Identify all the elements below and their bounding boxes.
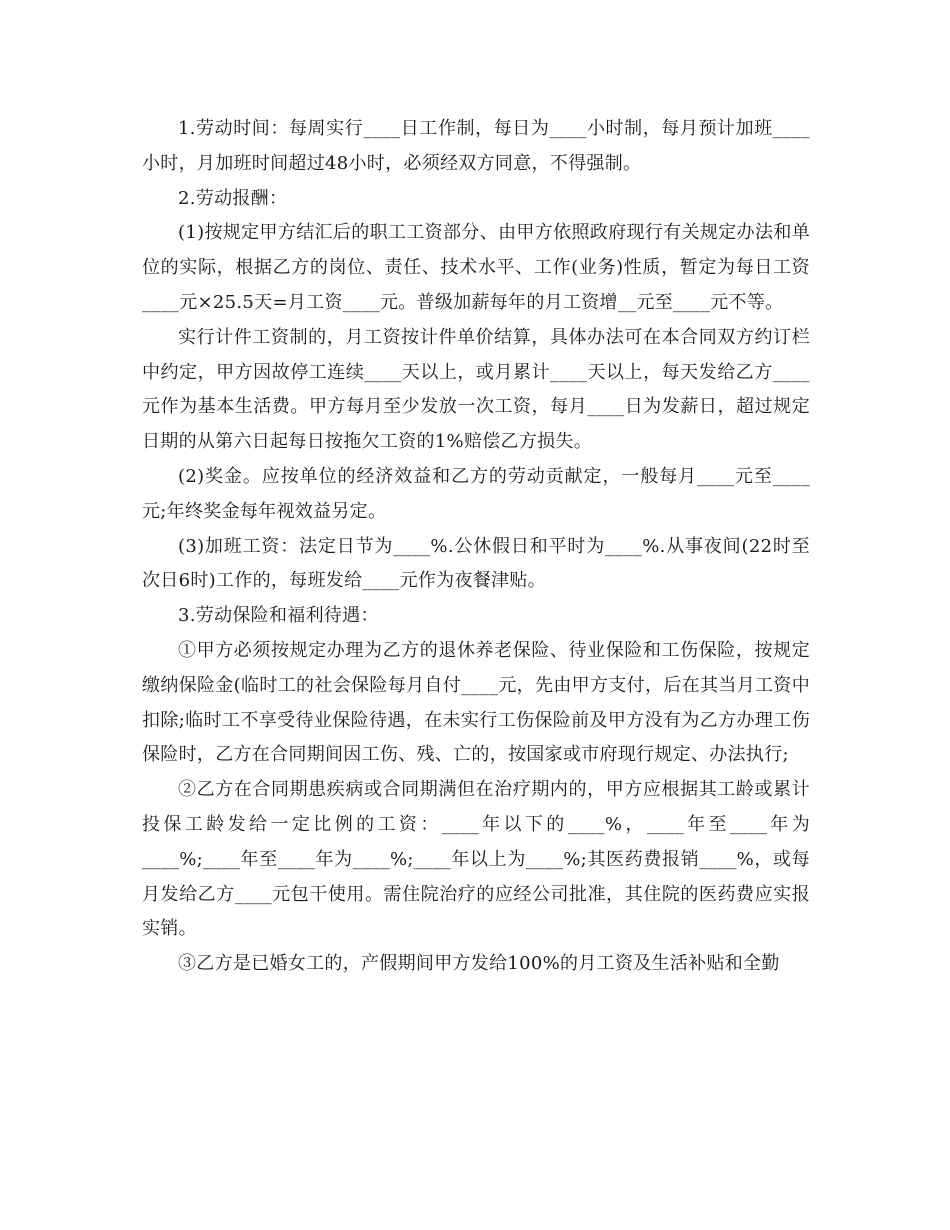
paragraph-insurance: ①甲方必须按规定办理为乙方的退休养老保险、待业保险和工伤保险，按规定缴纳保险金(临时工的社会保险每月自付____元，先由甲方支付，后在其当月工资中扣除;临时工不享受待业保险待遇，在未实行工伤保险前及甲方没有为乙方办理工伤保险时，乙方在合同期间因工伤、残、亡的，按国家或市府现行规定、办法执行; [142, 639, 810, 766]
paragraph-daily-wage: (1)按规定甲方结汇后的职工工资部分、由甲方依照政府现行有关规定办法和单位的实际，根据乙方的岗位、责任、技术水平、工作(业务)性质，暂定为每日工资____元×25.5天=月工资____元。普级加薪每年的月工资增__元至____元不等。 [142, 222, 810, 313]
paragraph-maternity: ③乙方是已婚女工的，产假期间甲方发给100%的月工资及生活补贴和全勤 [178, 953, 780, 975]
paragraph-working-hours: 1.劳动时间：每周实行____日工作制，每日为____小时制，每月预计加班____小时，月加班时间超过48小时，必须经双方同意，不得强制。 [142, 118, 810, 174]
paragraph-overtime-pay: (3)加班工资：法定日节为____%.公休假日和平时为____%.从事夜间(22时至次日6时)工作的，每班发给____元作为夜餐津贴。 [142, 535, 810, 592]
paragraph-bonus: (2)奖金。应按单位的经济效益和乙方的劳动贡献定，一般每月____元至____元;年终奖金每年视效益另定。 [142, 465, 810, 522]
heading-remuneration: 2.劳动报酬： [178, 187, 288, 209]
paragraph-sick-leave: ②乙方在合同期患疾病或合同期满但在治疗期内的，甲方应根据其工龄或累计投保工龄发给一定比例的工资：____年以下的____%，____年至____年为____%;____年至____年为____%;____年以上为____%;其医药费报销____%，或每月发给乙方____元包干使用。需住院治疗的应经公司批准，其住院的医药费应实报实销。 [142, 779, 810, 940]
heading-insurance-welfare: 3.劳动保险和福利待遇： [178, 605, 379, 627]
paragraph-piece-rate: 实行计件工资制的，月工资按计件单价结算，具体办法可在本合同双方约订栏中约定，甲方因故停工连续____天以上，或月累计____天以上，每天发给乙方____元作为基本生活费。甲方每月至少发放一次工资，每月____日为发薪日，超过规定日期的从第六日起每日按拖欠工资的1%赔偿乙方损失。 [142, 326, 810, 453]
document-body [142, 112, 810, 982]
